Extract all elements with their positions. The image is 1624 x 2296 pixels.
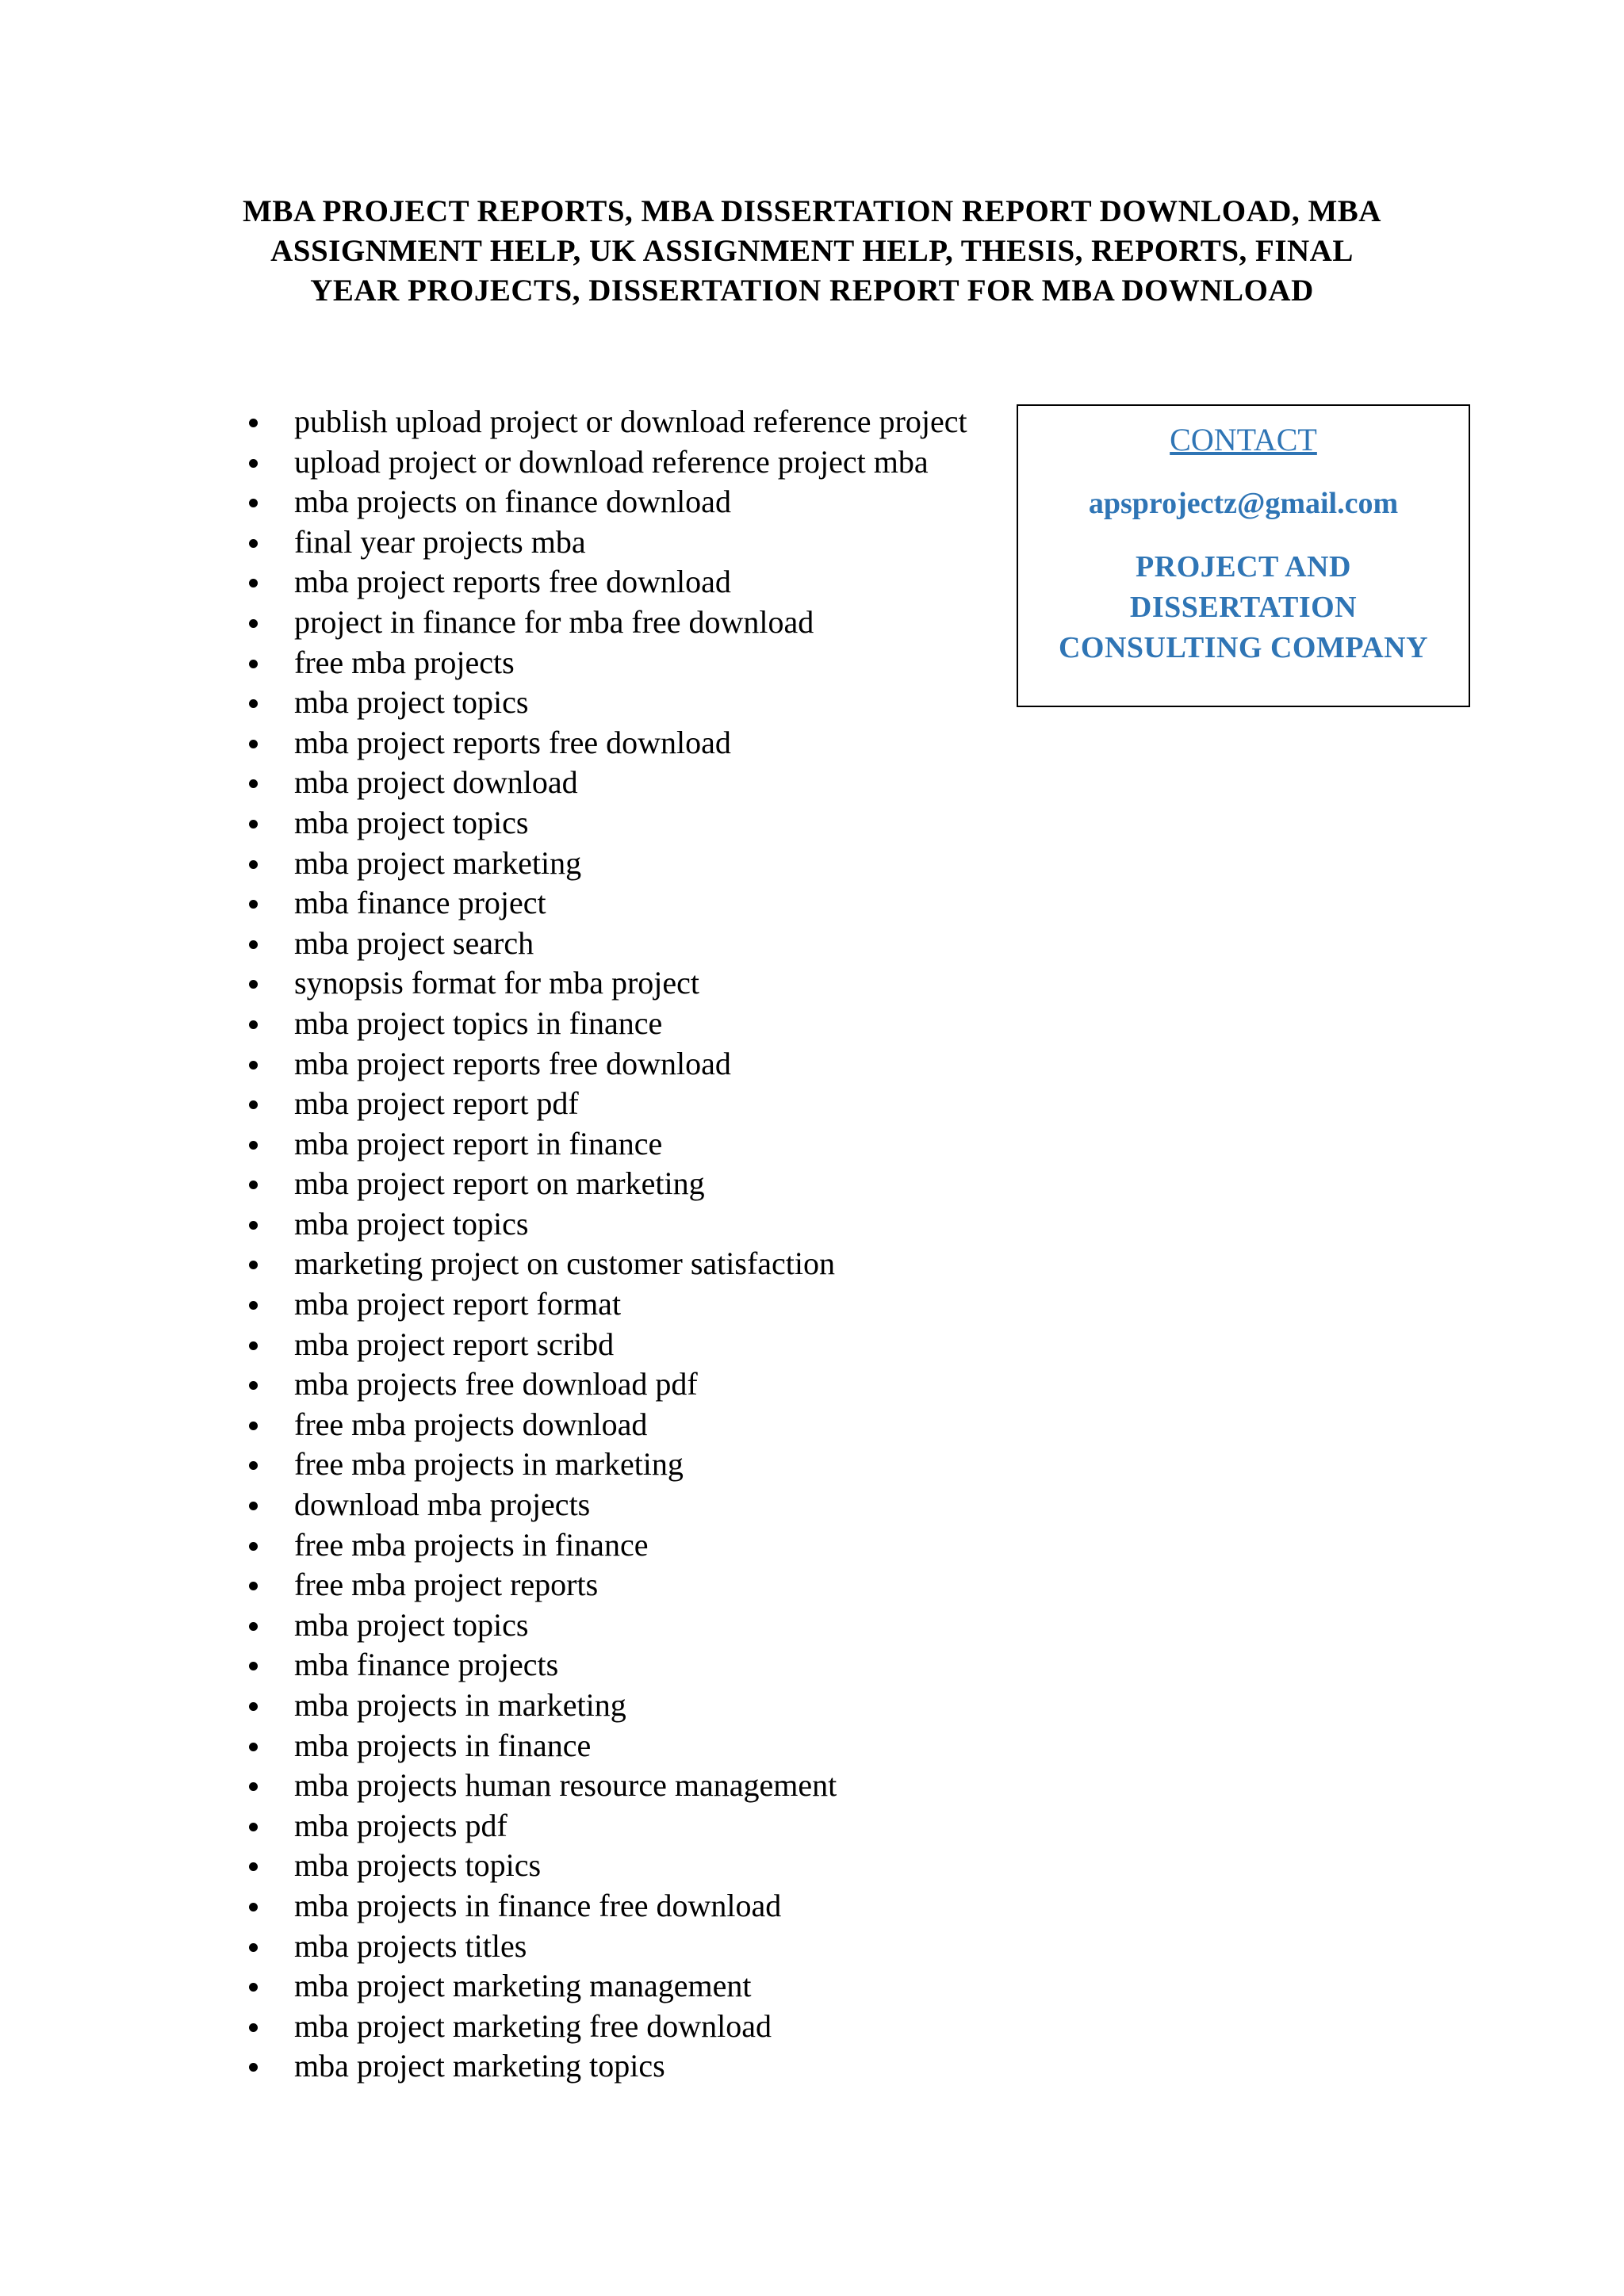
bullet-icon <box>249 499 258 507</box>
company-name-line: PROJECT AND <box>1136 550 1351 584</box>
list-item-text: mba project topics <box>294 684 529 721</box>
bullet-icon <box>249 820 258 828</box>
bullet-icon <box>249 1702 258 1711</box>
bullet-icon <box>249 1422 258 1430</box>
list-item-text: free mba projects download <box>294 1406 648 1442</box>
list-item-text: mba project reports free download <box>294 564 731 600</box>
list-item-text: mba project marketing topics <box>294 2048 665 2084</box>
bullet-icon <box>249 779 258 788</box>
list-item-text: mba project topics <box>294 1606 529 1643</box>
company-name <box>1018 547 1469 668</box>
bullet-icon <box>249 1622 258 1631</box>
bullet-icon <box>249 1221 258 1230</box>
bullet-icon <box>249 619 258 628</box>
company-name-line: CONSULTING COMPANY <box>1058 631 1429 664</box>
bullet-icon <box>249 980 258 989</box>
bullet-icon <box>249 2063 258 2072</box>
list-item-text: mba project download <box>294 764 578 801</box>
bullet-icon <box>249 1823 258 1831</box>
list-item-text: mba projects on finance download <box>294 484 731 520</box>
bullet-icon <box>249 1381 258 1390</box>
list-item-text: mba project report on marketing <box>294 1165 705 1202</box>
bullet-icon <box>249 1782 258 1791</box>
bullet-icon <box>249 1502 258 1510</box>
bullet-icon <box>249 1582 258 1590</box>
list-item-text: final year projects mba <box>294 523 586 560</box>
list-item-text: mba project topics in finance <box>294 1004 663 1041</box>
bullet-icon <box>249 1061 258 1070</box>
list-item-text: mba project marketing management <box>294 1968 752 2004</box>
bullet-icon <box>249 1020 258 1029</box>
bullet-icon <box>249 1461 258 1470</box>
bullet-icon <box>249 1542 258 1551</box>
list-item-text: mba project topics <box>294 1205 529 1242</box>
list-item-text: mba project report scribd <box>294 1326 615 1362</box>
contact-email[interactable]: apsprojectz@gmail.com <box>1088 487 1399 520</box>
bullet-icon <box>249 860 258 869</box>
title-line: MBA PROJECT REPORTS, MBA DISSERTATION REPORT DOWNLOAD, MBA <box>243 194 1381 228</box>
list-item-text: mba projects pdf <box>294 1807 508 1843</box>
list-item-text: mba project marketing free download <box>294 2007 772 2044</box>
list-item-text: mba project reports free download <box>294 1045 731 1081</box>
bullet-icon <box>249 1903 258 1911</box>
bullet-icon <box>249 1301 258 1310</box>
list-item-text: mba project report format <box>294 1286 622 1322</box>
bullet-icon <box>249 459 258 468</box>
document-title <box>182 192 1442 311</box>
bullet-icon <box>249 740 258 748</box>
bullet-icon <box>249 699 258 708</box>
company-name-line: DISSERTATION <box>1129 591 1358 624</box>
title-line: ASSIGNMENT HELP, UK ASSIGNMENT HELP, THESIS, REPORTS, FINAL <box>270 234 1354 268</box>
title-line: YEAR PROJECTS, DISSERTATION REPORT FOR MBA DOWNLOAD <box>310 274 1314 308</box>
bullet-icon <box>249 579 258 587</box>
list-item-text: mba finance projects <box>294 1647 559 1683</box>
list-item-text: mba projects titles <box>294 1927 527 1964</box>
list-item-text: free mba projects <box>294 644 515 680</box>
bullet-icon <box>249 1141 258 1150</box>
list-item-text: mba projects in finance <box>294 1727 592 1763</box>
list-item-text: mba project marketing <box>294 844 582 881</box>
list-item-text: mba project topics <box>294 804 529 840</box>
bullet-icon <box>249 1662 258 1670</box>
bullet-icon <box>249 1181 258 1189</box>
bullet-icon <box>249 1100 258 1109</box>
list-item-text: synopsis format for mba project <box>294 965 699 1001</box>
bullet-icon <box>249 1943 258 1952</box>
bullet-icon <box>249 900 258 909</box>
list-item-text: mba project search <box>294 924 534 961</box>
bullet-icon <box>249 1743 258 1751</box>
list-item-text: project in finance for mba free download <box>294 603 814 640</box>
list-item-text: marketing project on customer satisfaction <box>294 1246 836 1282</box>
contact-link[interactable]: CONTACT <box>1170 422 1317 457</box>
list-item-text: download mba projects <box>294 1487 591 1523</box>
list-item-text: mba project report pdf <box>294 1085 579 1122</box>
bullet-icon <box>249 1261 258 1269</box>
list-item-text: mba finance project <box>294 885 546 921</box>
list-item-text: free mba project reports <box>294 1567 599 1603</box>
list-item-text: free mba projects in marketing <box>294 1446 684 1483</box>
bullet-icon <box>249 419 258 427</box>
list-item-text: mba project reports free download <box>294 724 731 760</box>
list-item-text: upload project or download reference project mba <box>294 443 929 480</box>
list-item-text: mba projects free download pdf <box>294 1366 698 1402</box>
list-item-text: mba project report in finance <box>294 1125 663 1161</box>
bullet-icon <box>249 2023 258 2032</box>
contact-box <box>1017 404 1470 707</box>
list-item-text: mba projects in marketing <box>294 1687 626 1723</box>
bullet-icon <box>249 1862 258 1871</box>
list-item-text: mba projects in finance free download <box>294 1887 782 1923</box>
bullet-icon <box>249 1341 258 1350</box>
bullet-icon <box>249 660 258 668</box>
list-item-text: publish upload project or download reference project <box>294 404 967 439</box>
bullet-icon <box>249 940 258 949</box>
bullet-icon <box>249 1983 258 1992</box>
bullet-icon <box>249 539 258 548</box>
list-item-text: mba projects human resource management <box>294 1767 837 1804</box>
list-item-text: mba projects topics <box>294 1847 542 1884</box>
list-item-text: free mba projects in finance <box>294 1526 649 1563</box>
